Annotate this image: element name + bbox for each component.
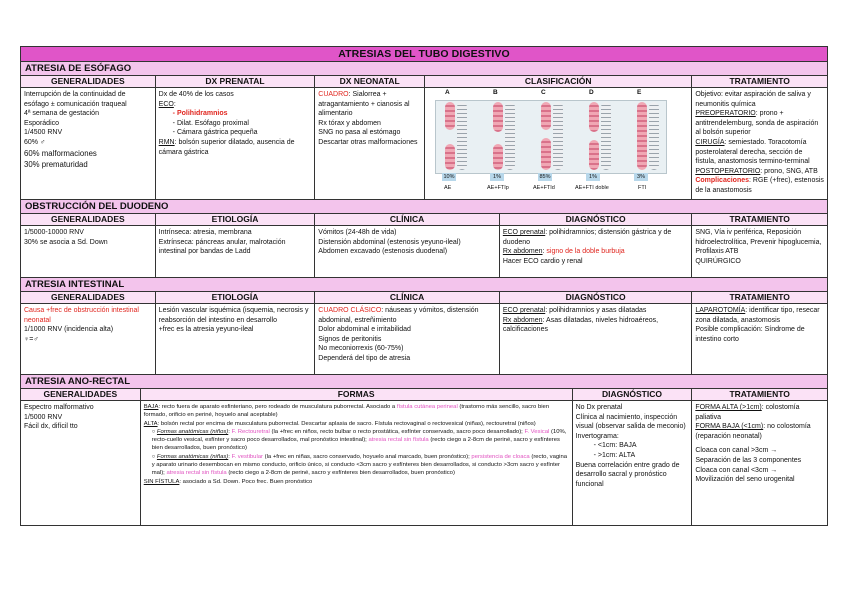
pct-e: 3% (634, 173, 648, 181)
pct-a: 10% (443, 174, 455, 180)
esofago-dx-neonatal: CUADRO: Sialorrea + atragantamiento + cianosis al alimentario Rx tórax y abdomen SNG no pasa al estómago Descartar otras malformaciones (315, 88, 425, 199)
caption-c: AE+FTId (533, 185, 555, 191)
anorectal-tratamiento: FORMA ALTA (>1cm): colostomía paliativa FORMA BAJA (<1cm): no colostomía (reparación neonatal) Cloaca con canal >3cm → Separación de las 3 componentes Cloaca con canal <3cm → Movilización del seno urogenital (695, 404, 811, 484)
summary-sheet (20, 46, 828, 526)
section-obstruccion-duodeno: OBSTRUCCIÓN DEL DUODENO (21, 200, 827, 214)
duodeno-etiologia: Intrínseca: atresia, membrana Extrínseca: páncreas anular, malrotación intestinal por bandas de Ladd (156, 226, 316, 277)
pct-c: 85% (539, 174, 551, 180)
type-b-label: B (493, 89, 498, 96)
esofago-generalidades: Interrupción de la continuidad de esófago ± comunicación traqueal 4ª semana de gestación Esporádico 1/4500 RNV 60% ♂ 60% malformaciones 30% prematuridad (21, 88, 156, 199)
duodeno-generalidades: 1/5000-10000 RNV 30% se asocia a Sd. Down (21, 226, 156, 277)
header-generalidades: GENERALIDADES (21, 214, 156, 225)
type-d-label: D (589, 89, 594, 96)
header-generalidades: GENERALIDADES (21, 389, 141, 400)
header-generalidades: GENERALIDADES (21, 76, 156, 87)
classification-figure (425, 88, 691, 194)
header-etiologia: ETIOLOGÍA (156, 292, 316, 303)
esofago-content-row (21, 88, 827, 200)
header-tratamiento: TRATAMIENTO (692, 76, 827, 87)
anorectal-generalidades: Espectro malformativo 1/5000 RNV Fácil dx, difícil tto (21, 401, 141, 525)
header-clasificacion: CLASIFICACIÓN (425, 76, 692, 87)
anorectal-formas: BAJA: recto fuera de aparato esfinteriano, pero rodeado de musculatura puborrectal. Asociado a fístula cutánea perineal (trastorno más sencillo, sacro bien formado, orificio en periné, hoyuelo anal aceptable) ALTA: bolsón rectal por encima de musculatura puborrectal. Descartar aplasia de sacro. Fístula rectovaginal o rectovesical (niñas), rectouretral (niños) ○ Formas anatómicas (niños): F. Rectouretral (la +frec en niños, recto bulbar o recto prostática, esfínter conservado, sacro poco desarrollado); F. Vesical (10%, recto-cuello vesical, esfínter y sacro poco desarrollados, mal pronóstico intestinal); atresia rectal sin fístula (recto ciego a 2-8cm de periné, sacro y esfínteres bien desarrollados, buen pronóstico) ○ Formas anatómicas (niñas): F. vestibular (la +frec en niñas, sacro conservado, hoyuelo anal marcado, buen pronóstico); persistencia de cloaca (recto, vagina y aparato urinario desembocan en mismo conducto, orificio único, si conducto <3cm sacro y esfínteres bien desarrollados, si conducto >3cm sacro y esfínter mal); atresia rectal sin fístula (recto ciego a 2-8cm de periné, sacro y esfínteres bien desarrollados, buen pronóstico) SIN FÍSTULA: asociado a Sd. Down. Poco frec. Buen pronóstico (141, 401, 573, 525)
pct-d: 1% (586, 173, 600, 181)
duodeno-header-row (21, 214, 827, 226)
header-tratamiento: TRATAMIENTO (692, 292, 827, 303)
esofago-header-row (21, 76, 827, 88)
duodeno-content-row (21, 226, 827, 278)
header-dx-neonatal: DX NEONATAL (315, 76, 425, 87)
header-diagnostico: DIAGNÓSTICO (500, 292, 693, 303)
esofago-tratamiento: Objetivo: evitar aspiración de saliva y neumonitis química PREOPERATORIO: prono + antitrendelemburg, sonda de aspiración al bolsón superior CIRUGÍA: semiestado. Toracotomía posterolateral derecha, sección de fístula, anastomosis termino-terminal POSTOPERATORIO: prono, SNG, ATB Complicaciones: RGE (+frec), estenosis de la anastomosis (695, 91, 824, 194)
type-e-label: E (637, 89, 642, 96)
intestinal-diagnostico: ECO prenatal: polihidramnios y asas dilatadas Rx abdomen: Asas dilatadas, niveles hidroaéreos, calcificaciones (500, 304, 693, 374)
intestinal-header-row (21, 292, 827, 304)
section-atresia-anorectal: ATRESIA ANO-RECTAL (21, 375, 827, 389)
anorectal-content-row (21, 401, 827, 525)
anorectal-header-row (21, 389, 827, 401)
caption-e: FTI (638, 185, 647, 191)
intestinal-content-row (21, 304, 827, 375)
classification-image (435, 100, 667, 174)
anorectal-diagnostico: No Dx prenatal Clínica al nacimiento, inspección visual (observar salida de meconio) Invertograma: - <1cm: BAJA - >1cm: ALTA Buena correlación entre grado de desarrollo sacral y pronóstico funcional (573, 401, 693, 525)
type-c-label: C (541, 89, 546, 96)
duodeno-diagnostico: ECO prenatal: polihidramnios; distensión gástrica y de duodeno Rx abdomen: signo de la doble burbuja Hacer ECO cardio y renal (500, 226, 693, 277)
header-tratamiento: TRATAMIENTO (692, 214, 827, 225)
intestinal-etiologia: Lesión vascular isquémica (isquemia, necrosis y reabsorción del intestino en desarrollo +frec es la atresia yeyuno-ileal (156, 304, 316, 374)
section-atresia-esofago: ATRESIA DE ESÓFAGO (21, 62, 827, 76)
duodeno-clinica: Vómitos (24-48h de vida) Distensión abdominal (estenosis yeyuno-ileal) Abdomen excavado (estenosis duodenal) (315, 226, 500, 277)
header-dx-prenatal: DX PRENATAL (156, 76, 316, 87)
section-atresia-intestinal: ATRESIA INTESTINAL (21, 278, 827, 292)
header-generalidades: GENERALIDADES (21, 292, 156, 303)
pct-b: 1% (490, 173, 504, 181)
header-etiologia: ETIOLOGÍA (156, 214, 316, 225)
header-clinica: CLÍNICA (315, 214, 500, 225)
caption-a: AE (444, 185, 452, 191)
type-a-label: A (445, 89, 450, 96)
header-clinica: CLÍNICA (315, 292, 500, 303)
intestinal-clinica: CUADRO CLÁSICO: náuseas y vómitos, distensión abdominal, estreñimiento Dolor abdominal e irritabilidad Signos de peritonitis No meconiorrexis (60-75%) Dependerá del tipo de atresia (315, 304, 500, 374)
caption-b: AE+FTIp (487, 185, 509, 191)
header-formas: FORMAS (141, 389, 573, 400)
header-tratamiento: TRATAMIENTO (692, 389, 827, 400)
page-title: ATRESIAS DEL TUBO DIGESTIVO (21, 47, 827, 62)
intestinal-generalidades: Causa +frec de obstrucción intestinal neonatal 1/1000 RNV (incidencia alta) ♀=♂ (21, 304, 156, 374)
duodeno-tratamiento: SNG, Vía iv periférica, Reposición hidroelectrolítica, Prevenir hipoglucemia, Profilaxis ATB QUIRÚRGICO (695, 229, 822, 265)
intestinal-tratamiento: LAPAROTOMÍA: identificar tipo, resecar zona dilatada, anastomosis Posible complicación: Síndrome de intestino corto (695, 307, 820, 343)
eco-findings-list: - Polihidramnios - Dilat. Esófago proximal - Cámara gástrica pequeña (159, 109, 312, 138)
caption-d: AE+FTI doble (575, 185, 609, 191)
header-diagnostico: DIAGNÓSTICO (573, 389, 693, 400)
header-diagnostico: DIAGNÓSTICO (500, 214, 693, 225)
esofago-dx-prenatal: Dx de 40% de los casos ECO: - Polihidramnios - Dilat. Esófago proximal - Cámara gástrica pequeña RMN: bolsón superior dilatado, ausencia de cámara gástrica (156, 88, 316, 199)
esofago-clasificacion (425, 88, 692, 199)
